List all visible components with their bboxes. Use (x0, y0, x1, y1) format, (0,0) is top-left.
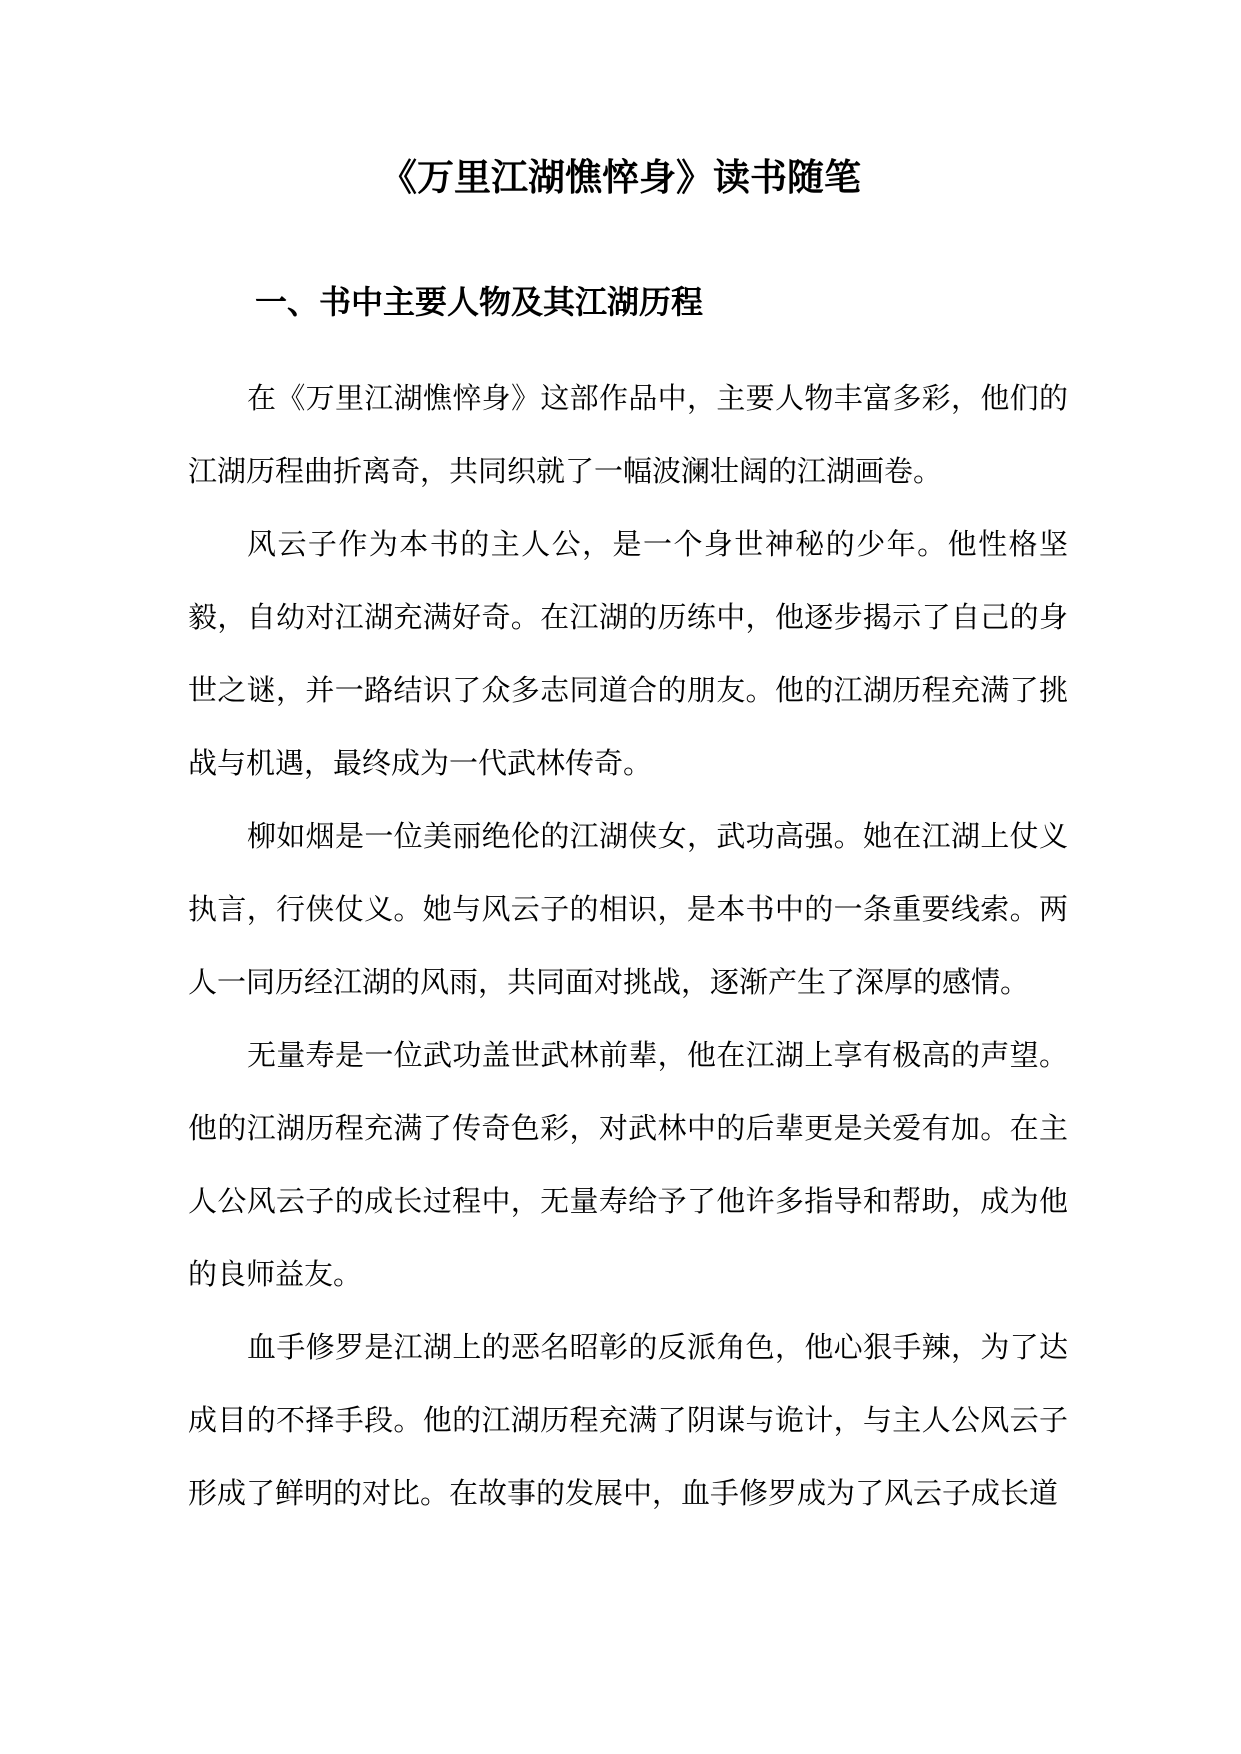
document-body (188, 362, 1068, 1530)
document-title: 《万里江湖憔悴身》读书随笔 (380, 155, 861, 199)
section-heading: 一、书中主要人物及其江湖历程 (255, 283, 704, 321)
paragraph-wuliangshou: 无量寿是一位武功盖世武林前辈，他在江湖上享有极高的声望。他的江湖历程充满了传奇色彩，对武林中的后辈更是关爱有加。在主人公风云子的成长过程中，无量寿给予了他许多指导和帮助，成为他的良师益友。 (188, 1038, 1068, 1291)
paragraph-fengyunzi: 风云子作为本书的主人公，是一个身世神秘的少年。他性格坚毅，自幼对江湖充满好奇。在江湖的历练中，他逐步揭示了自己的身世之谜，并一路结识了众多志同道合的朋友。他的江湖历程充满了挑战与机遇，最终成为一代武林传奇。 (188, 527, 1068, 780)
paragraph-xueshouxiuluo: 血手修罗是江湖上的恶名昭彰的反派角色，他心狠手辣，为了达成目的不择手段。他的江湖历程充满了阴谋与诡计，与主人公风云子形成了鲜明的对比。在故事的发展中，血手修罗成为了风云子成长道 (188, 1330, 1068, 1510)
paragraph-liuruyan: 柳如烟是一位美丽绝伦的江湖侠女，武功高强。她在江湖上仗义执言，行侠仗义。她与风云子的相识，是本书中的一条重要线索。两人一同历经江湖的风雨，共同面对挑战，逐渐产生了深厚的感情。 (188, 819, 1068, 999)
paragraph-intro: 在《万里江湖憔悴身》这部作品中，主要人物丰富多彩，他们的江湖历程曲折离奇，共同织就了一幅波澜壮阔的江湖画卷。 (188, 381, 1068, 488)
